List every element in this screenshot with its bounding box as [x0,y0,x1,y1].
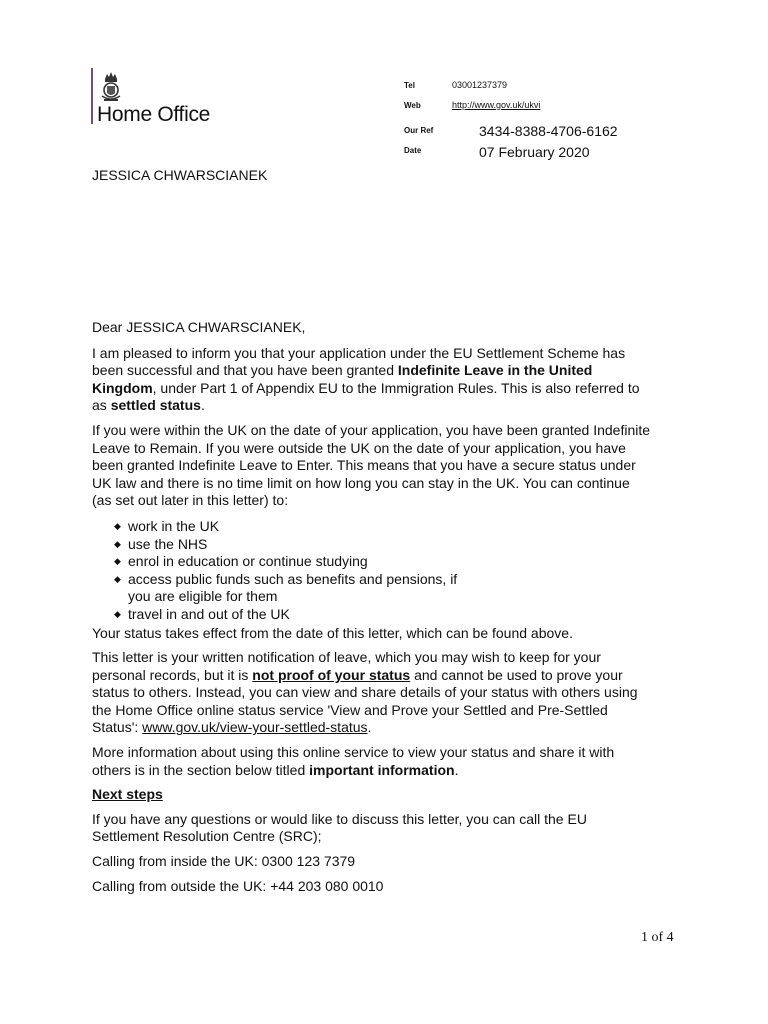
paragraph-proof: This letter is your written notification of leave, which you may wish to keep for your personal records, but it is not proof of your status and cannot be used to prove your status to others. Instead, you can view and share details of your status with others using the Home Office online status service 'View and Prove your Settled and Pre-Settled Status': www.gov.uk/view-your-settled-status. [92,649,638,736]
next-steps-heading: Next steps [92,786,163,803]
letter-body [92,319,652,902]
ref-value: 3434-8388-4706-6162 [479,123,618,139]
paragraph-questions: If you have any questions or would like to discuss this letter, you can call the EU Settlement Resolution Centre (SRC); [92,810,587,845]
bullet-icon: ◆ [114,573,121,584]
settled-status-bold: settled status [110,397,201,414]
list-item: ◆ use the NHS [114,535,208,552]
date-label: Date [404,146,422,155]
list-item: ◆ access public funds such as benefits and pensions, if you are eligible for them [114,570,458,605]
rights-list [92,518,652,624]
not-proof-bold: not proof of your status [252,666,411,683]
royal-crest-icon [98,70,124,104]
settled-status-link[interactable]: www.gov.uk/view-your-settled-status [142,719,368,736]
paragraph-more-info: More information about using this online service to view your status and share it with others is in the section below titled important information. [92,744,615,778]
organisation-name: Home Office [97,103,211,126]
web-label: Web [404,101,421,110]
tel-label: Tel [404,81,415,90]
paragraph-granted: I am pleased to inform you that your application under the EU Settlement Scheme has been successful and that you have been granted Indefinite Leave in the United Kingdom, under Part 1 of Appendix EU to the Immigration Rules. This is also referred to as settled status. [92,344,640,414]
list-item: ◆ enrol in education or continue studying [114,553,368,570]
paragraph-effective-date: Your status takes effect from the date of this letter, which can be found above. [92,624,573,641]
list-item: ◆ travel in and out of the UK [114,605,290,622]
bullet-icon: ◆ [114,538,121,549]
date-value: 07 February 2020 [479,144,590,160]
ref-label: Our Ref [404,126,434,135]
phone-outside-uk: Calling from outside the UK: +44 203 080 0010 [92,877,384,894]
bullet-icon: ◆ [114,556,121,567]
paragraph-leave-type: If you were within the UK on the date of your application, you have been granted Indefinite Leave to Remain. If you were outside the UK on the date of your application, you have been granted Indefinite Leave to Enter. This means that you have a secure status under UK law and there is no time limit on how long you can stay in the UK. You can continue (as set out later in this letter) to: [92,421,651,509]
list-item: ◆ work in the UK [114,517,220,534]
page-number: 1 of 4 [641,930,674,945]
phone-inside-uk: Calling from inside the UK: 0300 123 7379 [92,853,356,870]
important-information-bold: important information [309,761,455,778]
addressee-name: JESSICA CHWARSCIANEK [92,167,268,183]
logo-rule [91,68,93,124]
indefinite-leave-bold: Indefinite Leave in the United Kingdom [92,362,593,396]
salutation: Dear JESSICA CHWARSCIANEK, [92,319,306,335]
web-link[interactable]: http://www.gov.uk/ukvi [452,100,541,110]
bullet-icon: ◆ [114,520,121,531]
bullet-icon: ◆ [114,608,121,619]
tel-value: 03001237379 [452,80,508,90]
